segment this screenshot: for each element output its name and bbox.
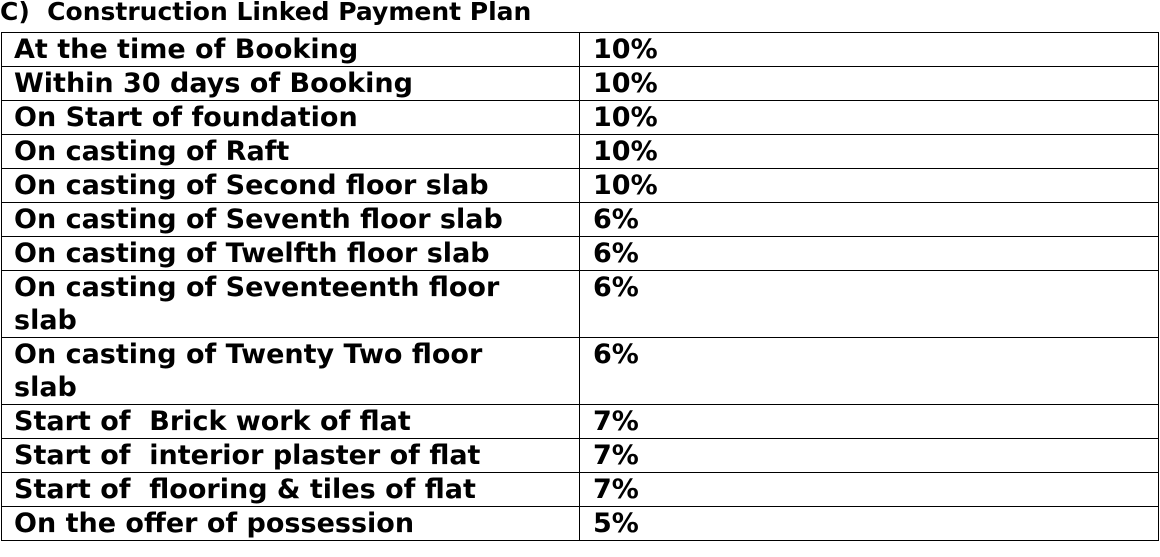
percent-cell: 10% — [580, 101, 1159, 135]
stage-cell: On Start of foundation — [2, 101, 580, 135]
percent-cell: 6% — [580, 271, 1159, 338]
table-row — [2, 405, 1159, 439]
stage-cell: On casting of Second floor slab — [2, 169, 580, 203]
table-row — [2, 271, 1159, 338]
table-row — [2, 473, 1159, 507]
stage-cell: Start of interior plaster of flat — [2, 439, 580, 473]
stage-cell: Within 30 days of Booking — [2, 67, 580, 101]
payment-plan-table — [1, 32, 1159, 541]
percent-cell: 6% — [580, 237, 1159, 271]
table-row — [2, 33, 1159, 67]
stage-cell: On the offer of possession — [2, 507, 580, 541]
percent-cell: 10% — [580, 169, 1159, 203]
table-row — [2, 101, 1159, 135]
table-row — [2, 135, 1159, 169]
stage-cell: On casting of Raft — [2, 135, 580, 169]
stage-cell: On casting of Seventh floor slab — [2, 203, 580, 237]
stage-cell: On casting of Twelfth floor slab — [2, 237, 580, 271]
section-heading: C) Construction Linked Payment Plan — [0, 0, 532, 26]
percent-cell: 7% — [580, 473, 1159, 507]
table-row — [2, 169, 1159, 203]
table-row — [2, 439, 1159, 473]
percent-cell: 6% — [580, 338, 1159, 405]
percent-cell: 10% — [580, 67, 1159, 101]
table-row — [2, 203, 1159, 237]
percent-cell: 7% — [580, 439, 1159, 473]
percent-cell: 10% — [580, 135, 1159, 169]
table-row — [2, 237, 1159, 271]
percent-cell: 10% — [580, 33, 1159, 67]
table-row — [2, 507, 1159, 541]
table-row — [2, 67, 1159, 101]
table-row — [2, 338, 1159, 405]
stage-cell: On casting of Twenty Two floor slab — [2, 338, 580, 405]
stage-cell: On casting of Seventeenth floor slab — [2, 271, 580, 338]
percent-cell: 6% — [580, 203, 1159, 237]
stage-cell: At the time of Booking — [2, 33, 580, 67]
percent-cell: 5% — [580, 507, 1159, 541]
stage-cell: Start of flooring & tiles of flat — [2, 473, 580, 507]
stage-cell: Start of Brick work of flat — [2, 405, 580, 439]
percent-cell: 7% — [580, 405, 1159, 439]
